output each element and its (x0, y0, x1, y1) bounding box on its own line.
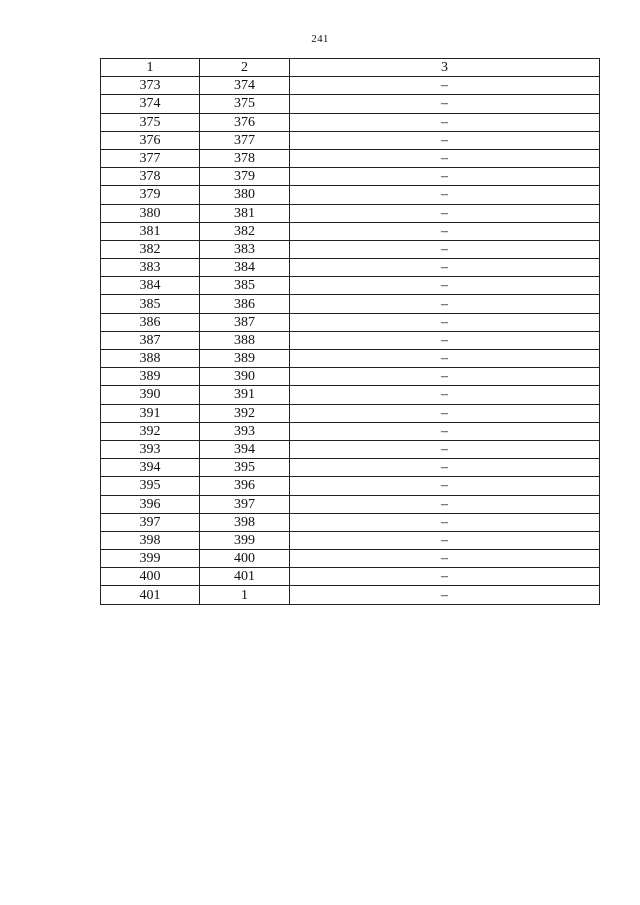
table-cell-col-2: 389 (200, 350, 290, 368)
table-cell-col-1: 401 (101, 586, 200, 604)
table-cell-col-1: 373 (101, 77, 200, 95)
table-cell-col-1: 399 (101, 550, 200, 568)
table-cell-col-1: 380 (101, 204, 200, 222)
table-cell-col-3: – (290, 259, 600, 277)
table-cell-col-3: – (290, 350, 600, 368)
table-cell-col-3: – (290, 368, 600, 386)
table-row (101, 295, 600, 313)
table-cell-col-2: 397 (200, 495, 290, 513)
table-row (101, 368, 600, 386)
table-cell-col-1: 378 (101, 168, 200, 186)
table-row (101, 404, 600, 422)
table-cell-col-1: 375 (101, 113, 200, 131)
table-cell-col-3: – (290, 550, 600, 568)
table-row (101, 550, 600, 568)
table-cell-col-2: 1 (200, 586, 290, 604)
table-cell-col-2: 399 (200, 531, 290, 549)
table-cell-col-3: – (290, 531, 600, 549)
table-cell-col-1: 393 (101, 440, 200, 458)
column-header-3: 3 (290, 59, 600, 77)
table-cell-col-1: 379 (101, 186, 200, 204)
table-row (101, 350, 600, 368)
table-row (101, 459, 600, 477)
table-row (101, 113, 600, 131)
table-cell-col-3: – (290, 168, 600, 186)
table-cell-col-2: 394 (200, 440, 290, 458)
table-cell-col-1: 400 (101, 568, 200, 586)
table-header (101, 59, 600, 77)
table-cell-col-2: 379 (200, 168, 290, 186)
table-cell-col-1: 383 (101, 259, 200, 277)
table-cell-col-3: – (290, 204, 600, 222)
table-cell-col-1: 374 (101, 95, 200, 113)
table-row (101, 131, 600, 149)
table-cell-col-2: 401 (200, 568, 290, 586)
table-row (101, 186, 600, 204)
table-cell-col-3: – (290, 495, 600, 513)
table-row (101, 168, 600, 186)
table-cell-col-3: – (290, 513, 600, 531)
table-cell-col-3: – (290, 331, 600, 349)
table-cell-col-3: – (290, 440, 600, 458)
table-row (101, 277, 600, 295)
table-row (101, 95, 600, 113)
data-table (100, 58, 600, 605)
table-cell-col-2: 381 (200, 204, 290, 222)
table-row (101, 513, 600, 531)
table-row (101, 240, 600, 258)
table-cell-col-3: – (290, 186, 600, 204)
table-cell-col-1: 389 (101, 368, 200, 386)
table-row (101, 531, 600, 549)
table-cell-col-3: – (290, 77, 600, 95)
table-row (101, 222, 600, 240)
table-cell-col-2: 375 (200, 95, 290, 113)
table-cell-col-2: 396 (200, 477, 290, 495)
table-cell-col-3: – (290, 422, 600, 440)
table-cell-col-1: 376 (101, 131, 200, 149)
table-cell-col-2: 392 (200, 404, 290, 422)
table-cell-col-2: 385 (200, 277, 290, 295)
table-row (101, 568, 600, 586)
table-cell-col-3: – (290, 240, 600, 258)
table-cell-col-1: 390 (101, 386, 200, 404)
table-cell-col-2: 398 (200, 513, 290, 531)
table-cell-col-2: 387 (200, 313, 290, 331)
table-cell-col-1: 388 (101, 350, 200, 368)
table-row (101, 313, 600, 331)
table-cell-col-2: 386 (200, 295, 290, 313)
column-header-1: 1 (101, 59, 200, 77)
table-row (101, 331, 600, 349)
table-row (101, 422, 600, 440)
table-cell-col-1: 392 (101, 422, 200, 440)
table-row (101, 440, 600, 458)
table-cell-col-2: 382 (200, 222, 290, 240)
table-cell-col-3: – (290, 222, 600, 240)
table-cell-col-3: – (290, 477, 600, 495)
table-row (101, 386, 600, 404)
table-cell-col-1: 396 (101, 495, 200, 513)
table-cell-col-1: 385 (101, 295, 200, 313)
table-cell-col-1: 398 (101, 531, 200, 549)
table-cell-col-2: 388 (200, 331, 290, 349)
table-cell-col-3: – (290, 386, 600, 404)
table-row (101, 204, 600, 222)
table-cell-col-2: 391 (200, 386, 290, 404)
table-cell-col-1: 391 (101, 404, 200, 422)
table-cell-col-2: 378 (200, 149, 290, 167)
table-cell-col-3: – (290, 149, 600, 167)
table-row (101, 77, 600, 95)
table-row (101, 259, 600, 277)
table-row (101, 149, 600, 167)
table-cell-col-1: 394 (101, 459, 200, 477)
table-cell-col-1: 395 (101, 477, 200, 495)
column-header-2: 2 (200, 59, 290, 77)
table-cell-col-2: 377 (200, 131, 290, 149)
table-cell-col-1: 386 (101, 313, 200, 331)
table-cell-col-3: – (290, 404, 600, 422)
table-cell-col-2: 390 (200, 368, 290, 386)
table-cell-col-1: 384 (101, 277, 200, 295)
table-row (101, 477, 600, 495)
table-cell-col-3: – (290, 95, 600, 113)
table-body (101, 77, 600, 604)
header-row (101, 59, 600, 77)
table-cell-col-3: – (290, 295, 600, 313)
table-cell-col-3: – (290, 586, 600, 604)
table-cell-col-2: 384 (200, 259, 290, 277)
table-cell-col-1: 381 (101, 222, 200, 240)
table-cell-col-3: – (290, 131, 600, 149)
table-cell-col-2: 380 (200, 186, 290, 204)
table-cell-col-1: 397 (101, 513, 200, 531)
table-cell-col-2: 374 (200, 77, 290, 95)
table-cell-col-1: 382 (101, 240, 200, 258)
table-cell-col-1: 377 (101, 149, 200, 167)
table-cell-col-2: 393 (200, 422, 290, 440)
table-cell-col-3: – (290, 277, 600, 295)
table-cell-col-3: – (290, 459, 600, 477)
table-cell-col-3: – (290, 568, 600, 586)
table-cell-col-2: 383 (200, 240, 290, 258)
table-cell-col-3: – (290, 313, 600, 331)
table-cell-col-2: 400 (200, 550, 290, 568)
table-cell-col-1: 387 (101, 331, 200, 349)
table-cell-col-2: 395 (200, 459, 290, 477)
table-row (101, 586, 600, 604)
table-cell-col-2: 376 (200, 113, 290, 131)
table-cell-col-3: – (290, 113, 600, 131)
page-number: 241 (311, 33, 329, 45)
table-row (101, 495, 600, 513)
